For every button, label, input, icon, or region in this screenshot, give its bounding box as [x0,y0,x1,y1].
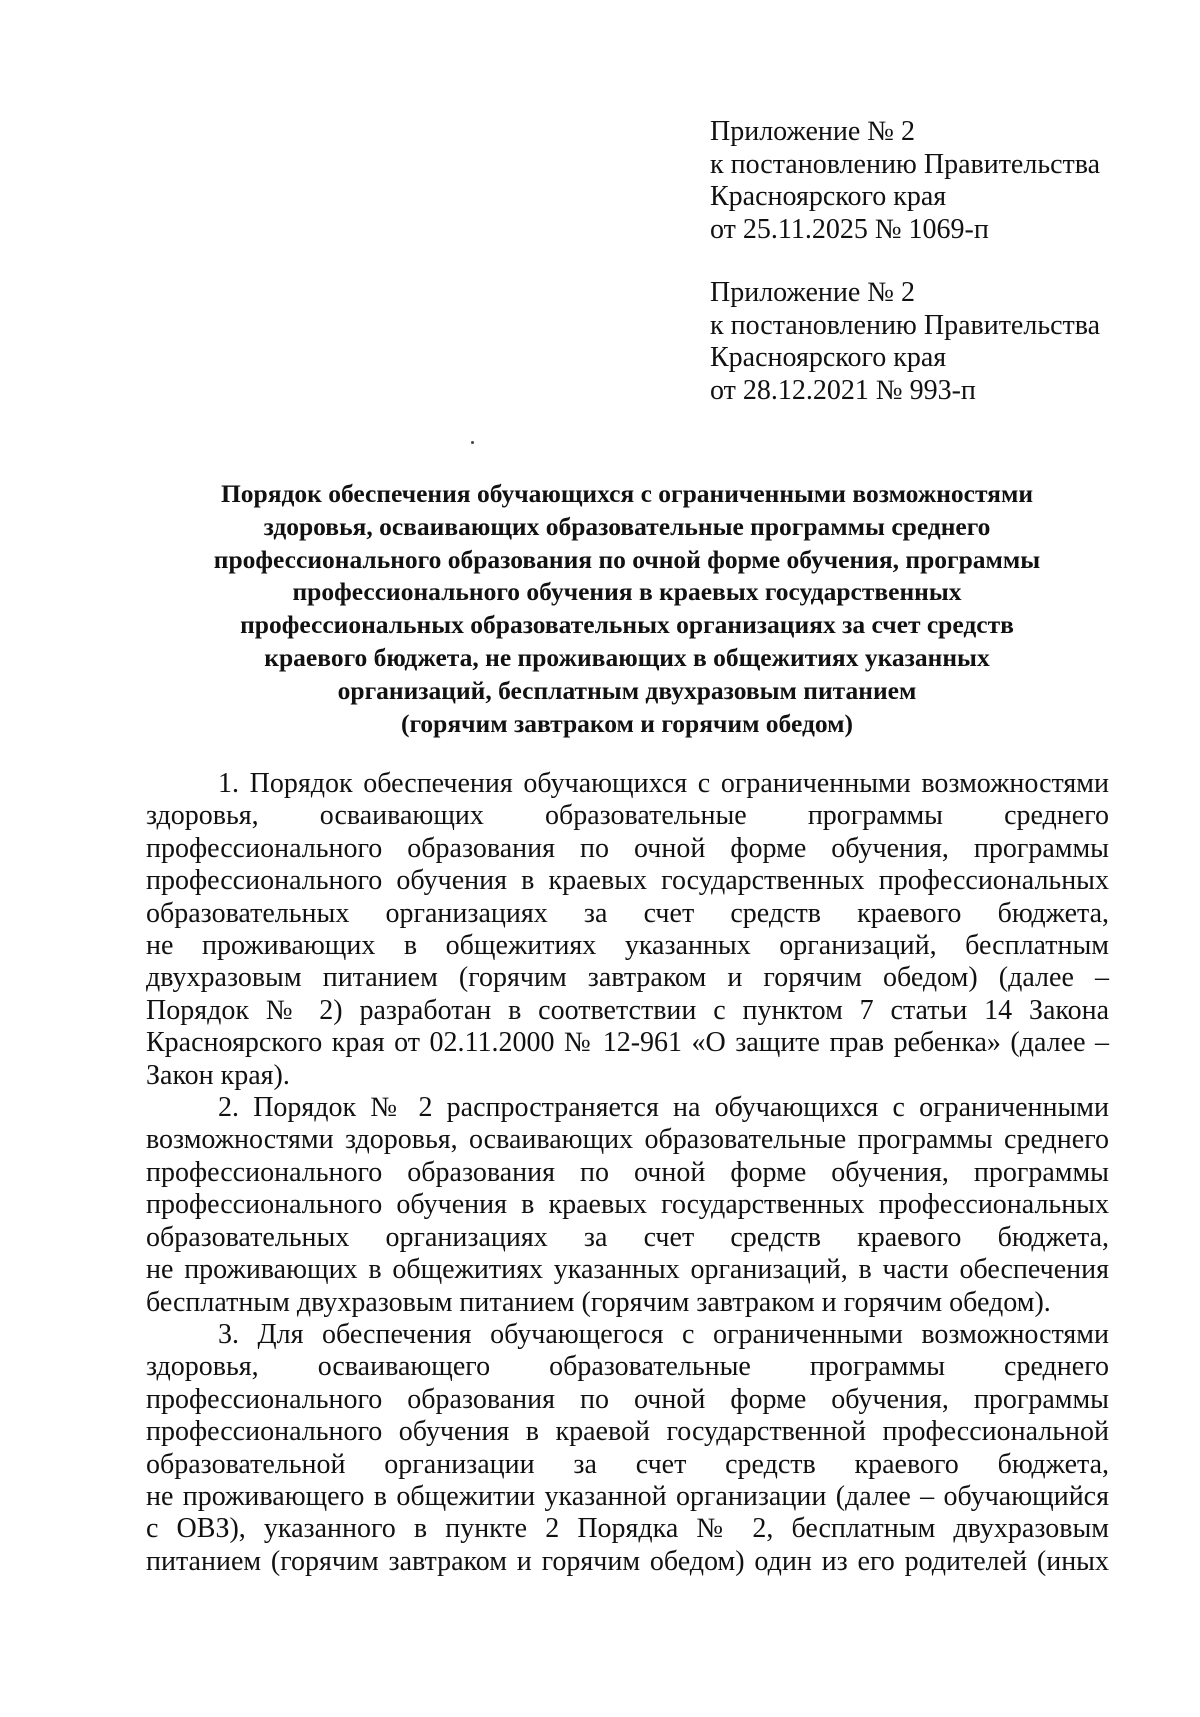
text-line: не проживающего в общежитии указанной организации (далее – обучающийся [146,1480,1109,1512]
text-line: образовательной организации за счет средств краевого бюджета, [146,1448,1109,1480]
text-line: 2. Порядок № 2 распространяется на обучающихся с ограниченными [218,1092,1109,1124]
appendix-header-current [710,116,1100,246]
text-line: здоровья, осваивающего образовательные программы среднего [146,1351,1109,1383]
appendix-header-previous [710,277,1100,407]
document-title [150,478,1104,740]
document-body [146,768,1109,1578]
text-line: двухразовым питанием (горячим завтраком и горячим обедом) (далее – [146,962,1109,994]
text-line: 3. Для обеспечения обучающегося с ограниченными возможностями [218,1318,1109,1350]
title-line: Порядок обеспечения обучающихся с ограниченными возможностями [220,479,1034,508]
title-line: организаций, бесплатным двухразовым питанием [337,675,917,705]
title-line: профессионального образования по очной форме обучения, программы [213,544,1041,574]
title-line: здоровья, осваивающих образовательные программы среднего [263,511,991,541]
appendix-line: к постановлению Правительства [710,148,1101,180]
text-line: профессионального образования по очной форме обучения, программы [146,1156,1109,1188]
appendix-line: Приложение № 2 [710,116,915,147]
text-line: Закон края). [146,1059,290,1091]
text-line: профессионального образования по очной форме обучения, программы [146,832,1109,864]
text-line: питанием (горячим завтраком и горячим обедом) один из его родителей (иных [146,1545,1109,1577]
text-line: бесплатным двухразовым питанием (горячим завтраком и горячим обедом). [146,1286,1051,1318]
appendix-line: от 25.11.2025 № 1069-п [710,213,989,245]
text-line: не проживающих в общежитиях указанных организаций, в части обеспечения [146,1254,1109,1286]
title-line: краевого бюджета, не проживающих в общежитиях указанных [264,642,990,672]
title-line: профессионального обучения в краевых государственных [292,577,962,607]
paragraph-2 [146,1092,1109,1319]
text-line: профессионального обучения в краевой государственной профессиональной [146,1416,1109,1448]
text-line: профессионального обучения в краевых государственных профессиональных [146,865,1109,897]
appendix-line: к постановлению Правительства [710,309,1101,341]
text-line: Красноярского края от 02.11.2000 № 12-961 «О защите прав ребенка» (далее – [146,1027,1109,1059]
appendix-line: Красноярского края [710,181,947,212]
text-line: профессионального обучения в краевых государственных профессиональных [146,1189,1109,1221]
text-line: не проживающих в общежитиях указанных организаций, бесплатным [146,930,1109,962]
text-line: возможностями здоровья, осваивающих образовательные программы среднего [146,1124,1109,1156]
appendix-line: от 28.12.2021 № 993-п [710,374,976,406]
appendix-line: Приложение № 2 [710,277,915,308]
appendix-line: Красноярского края [710,342,947,373]
paragraph-1 [146,768,1109,1092]
text-line: образовательных организациях за счет средств краевого бюджета, [146,1221,1109,1253]
text-line: 1. Порядок обеспечения обучающихся с ограниченными возможностями [218,768,1109,799]
title-line: (горячим завтраком и горячим обедом) [401,708,853,738]
text-line: с ОВЗ), указанного в пункте 2 Порядка № 2, бесплатным двухразовым [146,1513,1109,1545]
title-line: профессиональных образовательных организациях за счет средств [240,610,1014,640]
paragraph-3 [146,1319,1109,1578]
text-line: здоровья, осваивающих образовательные программы среднего [146,800,1109,832]
text-line: профессионального образования по очной форме обучения, программы [146,1383,1109,1415]
text-line: Порядок № 2) разработан в соответствии с пунктом 7 статьи 14 Закона [146,994,1109,1026]
scan-speck [471,441,474,444]
text-line: образовательных организациях за счет средств краевого бюджета, [146,897,1109,929]
